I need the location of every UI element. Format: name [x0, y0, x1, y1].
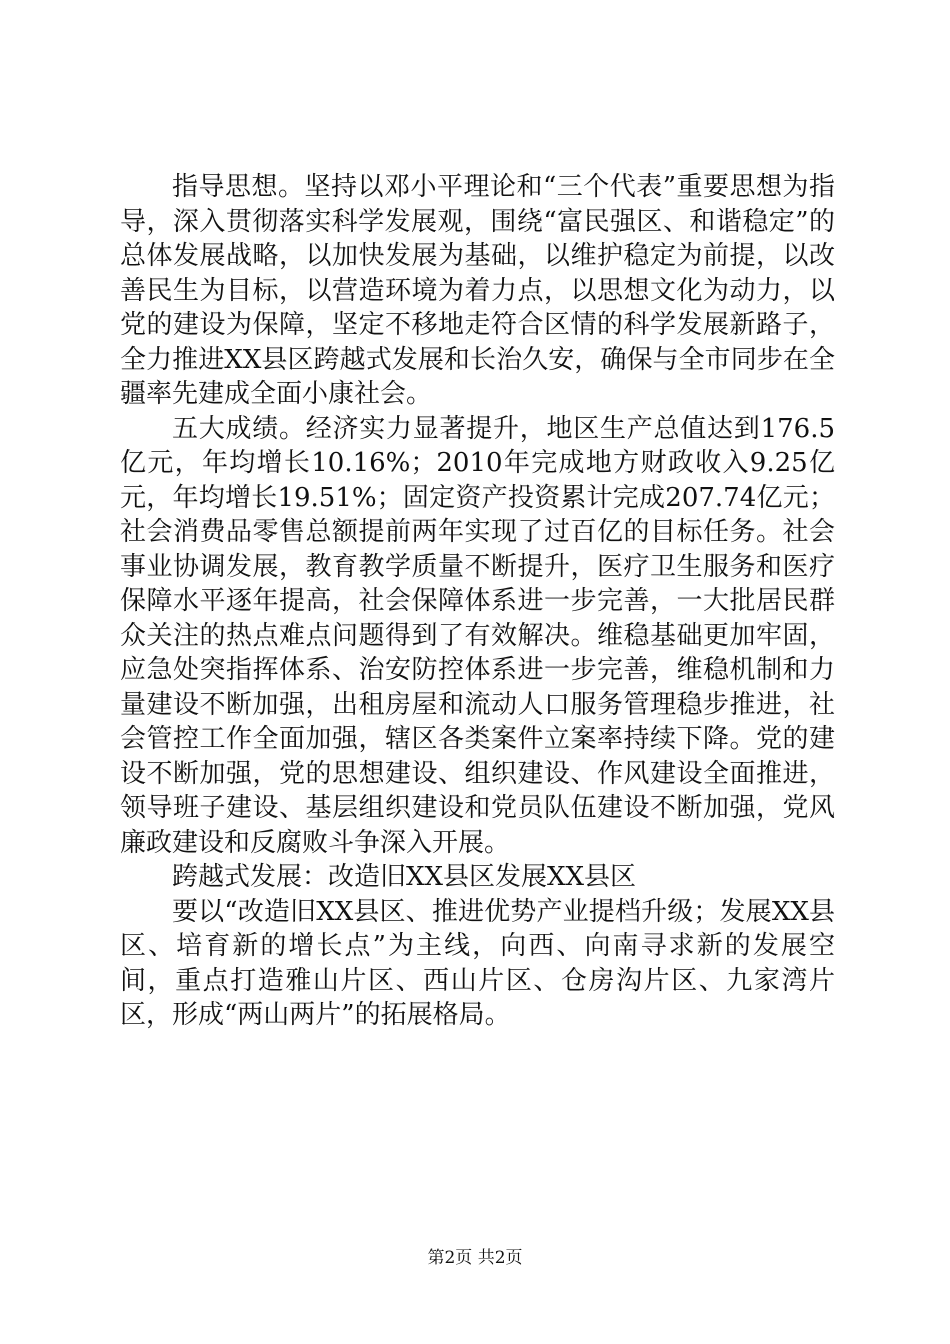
paragraph-development-plan: 要以“改造旧XX县区、推进优势产业提档升级；发展XX县区、培育新的增长点”为主线，向西、向南寻求新的发展空间，重点打造雅山片区、西山片区、仓房沟片区、九家湾片区，形成“两山两片”的拓展格局。	[120, 896, 835, 1030]
document-body	[120, 170, 835, 1033]
page-footer: 第2页 共2页	[427, 1248, 523, 1268]
section-heading: 跨越式发展：改造旧XX县区发展XX县区	[172, 862, 637, 892]
paragraph-guiding-thought: 指导思想。坚持以邓小平理论和“三个代表”重要思想为指导，深入贯彻落实科学发展观，围绕“富民强区、和谐稳定”的总体发展战略，以加快发展为基础，以维护稳定为前提，以改善民生为目标，以营造环境为着力点，以思想文化为动力，以党的建设为保障，坚定不移地走符合区情的科学发展新路子，全力推进XX县区跨越式发展和长治久安，确保与全市同步在全疆率先建成全面小康社会。	[120, 172, 835, 409]
paragraph-five-achievements: 五大成绩。经济实力显著提升，地区生产总值达到176.5亿元，年均增长10.16%；2010年完成地方财政收入9.25亿元，年均增长19.51%；固定资产投资累计完成207.74亿元；社会消费品零售总额提前两年实现了过百亿的目标任务。社会事业协调发展，教育教学质量不断提升，医疗卫生服务和医疗保障水平逐年提高，社会保障体系进一步完善，一大批居民群众关注的热点难点问题得到了有效解决。维稳基础更加牢固，应急处突指挥体系、治安防控体系进一步完善，维稳机制和力量建设不断加强，出租房屋和流动人口服务管理稳步推进，社会管控工作全面加强，辖区各类案件立案率持续下降。党的建设不断加强，党的思想建设、组织建设、作风建设全面推进，领导班子建设、基层组织建设和党员队伍建设不断加强，党风廉政建设和反腐败斗争深入开展。	[120, 413, 835, 858]
